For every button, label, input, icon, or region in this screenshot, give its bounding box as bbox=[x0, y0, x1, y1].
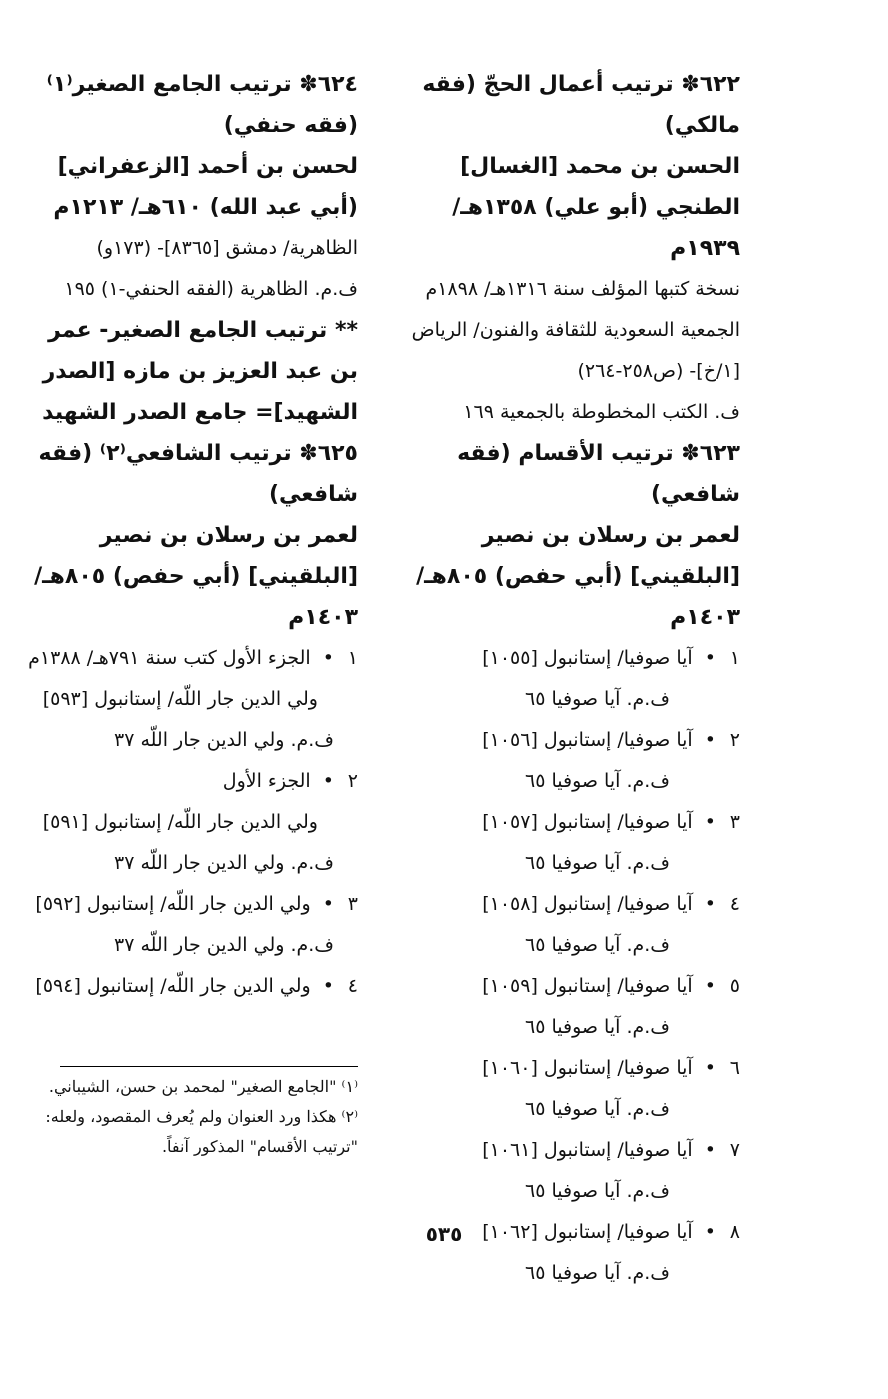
entry-622-author: الحسن بن محمد [الغسال] الطنجي (أبو علي) ١٣٥٨هـ/ ١٩٣٩م bbox=[452, 154, 740, 261]
bullet-icon: • bbox=[704, 1139, 716, 1161]
item-text: آيا صوفيا/ إستانبول [١٠٦١] bbox=[482, 1139, 693, 1161]
bullet-icon: • bbox=[704, 729, 716, 751]
entry-622-heading: ٦٢٢✽ ترتيب أعمال الحجّ (فقه مالكي) bbox=[422, 72, 740, 138]
item-ref: ف.م. آيا صوفيا ٦٥ bbox=[525, 852, 670, 874]
item-ref: ف.م. ولي الدين جار اللّه ٣٧ bbox=[113, 729, 334, 751]
item-number: ٣ bbox=[729, 811, 740, 833]
item-number: ٥ bbox=[729, 975, 740, 997]
entry-623-heading: ٦٢٣✽ ترتيب الأقسام (فقه شافعي) bbox=[457, 441, 740, 507]
item-ref: ف.م. آيا صوفيا ٦٥ bbox=[525, 1180, 670, 1202]
bullet-icon: • bbox=[704, 1221, 716, 1243]
item-text: آيا صوفيا/ إستانبول [١٠٥٩] bbox=[482, 975, 693, 997]
left-column bbox=[23, 64, 358, 1007]
item-ref: ف.م. آيا صوفيا ٦٥ bbox=[525, 688, 670, 710]
list-item bbox=[410, 966, 740, 1007]
list-item bbox=[410, 638, 740, 679]
item-ref: ف.م. ولي الدين جار اللّه ٣٧ bbox=[113, 852, 334, 874]
item-text: آيا صوفيا/ إستانبول [١٠٥٥] bbox=[482, 647, 693, 669]
entry-625-author: لعمر بن رسلان بن نصير [البلقيني] (أبي حفص) ٨٠٥هـ/ ١٤٠٣م bbox=[34, 523, 358, 630]
entry-624-author: لحسن بن أحمد [الزعفراني] (أبي عبد الله) ٦١٠هـ/ ١٢١٣م bbox=[53, 154, 358, 220]
footnote-2: ⁽٢⁾ هكذا ورد العنوان ولم يُعرف المقصود، ولعله: "ترتيب الأقسام" المذكور آنفاً. bbox=[45, 1107, 358, 1156]
item-number: ١ bbox=[347, 647, 358, 669]
item-text: آيا صوفيا/ إستانبول [١٠٥٦] bbox=[482, 729, 693, 751]
list-item bbox=[23, 638, 358, 679]
list-item bbox=[410, 884, 740, 925]
item-text: آيا صوفيا/ إستانبول [١٠٦٢] bbox=[482, 1221, 693, 1243]
footnotes bbox=[18, 1072, 358, 1162]
list-item bbox=[23, 884, 358, 925]
entry-624-heading: ٦٢٤✽ ترتيب الجامع الصغير⁽١⁾ (فقه حنفي) bbox=[46, 72, 358, 138]
entry-622-note: نسخة كتبها المؤلف سنة ١٣١٦هـ/ ١٨٩٨م bbox=[425, 278, 740, 300]
entry-624-library: الظاهرية/ دمشق [٨٣٦٥]- (١٧٣و) bbox=[96, 237, 358, 259]
bullet-icon: • bbox=[322, 975, 334, 997]
item-ref: ف.م. آيا صوفيا ٦٥ bbox=[525, 1016, 670, 1038]
item-number: ٣ bbox=[347, 893, 358, 915]
item-ref: ف.م. ولي الدين جار اللّه ٣٧ bbox=[113, 934, 334, 956]
entry-624-ref: ف.م. الظاهرية (الفقه الحنفي-١) ١٩٥ bbox=[64, 278, 358, 300]
item-text: آيا صوفيا/ إستانبول [١٠٦٠] bbox=[482, 1057, 693, 1079]
item-number: ٤ bbox=[729, 893, 740, 915]
list-item bbox=[23, 966, 358, 1007]
list-item bbox=[410, 1130, 740, 1171]
right-column bbox=[410, 64, 740, 1294]
bullet-icon: • bbox=[322, 893, 334, 915]
item-ref: ف.م. آيا صوفيا ٦٥ bbox=[525, 934, 670, 956]
item-ref: ف.م. آيا صوفيا ٦٥ bbox=[525, 770, 670, 792]
item-number: ٢ bbox=[729, 729, 740, 751]
item-number: ٤ bbox=[347, 975, 358, 997]
item-text: آيا صوفيا/ إستانبول [١٠٥٧] bbox=[482, 811, 693, 833]
item-text: الجزء الأول كتب سنة ٧٩١هـ/ ١٣٨٨م bbox=[28, 647, 311, 669]
item-text: آيا صوفيا/ إستانبول [١٠٥٨] bbox=[482, 893, 693, 915]
entry-623-author: لعمر بن رسلان بن نصير [البلقيني] (أبي حفص) ٨٠٥هـ/ ١٤٠٣م bbox=[416, 523, 740, 630]
item-number: ٧ bbox=[729, 1139, 740, 1161]
item-number: ٢ bbox=[347, 770, 358, 792]
bullet-icon: • bbox=[322, 770, 334, 792]
entry-622-library: الجمعية السعودية للثقافة والفنون/ الرياض [١/خ]- (ص٢٥٨-٢٦٤) bbox=[411, 319, 740, 382]
item-number: ١ bbox=[729, 647, 740, 669]
item-text: الجزء الأول bbox=[222, 770, 311, 792]
bullet-icon: • bbox=[704, 1057, 716, 1079]
item-ref: ف.م. آيا صوفيا ٦٥ bbox=[525, 1262, 670, 1284]
item-library: ولي الدين جار اللّه/ إستانبول [٥٩١] bbox=[42, 811, 318, 833]
page-number: ٥٣٥ bbox=[425, 1222, 463, 1246]
list-item bbox=[410, 802, 740, 843]
item-number: ٦ bbox=[729, 1057, 740, 1079]
list-item bbox=[410, 1048, 740, 1089]
footnote-divider bbox=[60, 1066, 358, 1067]
bullet-icon: • bbox=[322, 647, 334, 669]
list-item bbox=[410, 720, 740, 761]
item-text: ولي الدين جار اللّه/ إستانبول [٥٩٢] bbox=[35, 893, 311, 915]
list-item bbox=[23, 761, 358, 802]
item-number: ٨ bbox=[729, 1221, 740, 1243]
item-ref: ف.م. آيا صوفيا ٦٥ bbox=[525, 1098, 670, 1120]
item-text: ولي الدين جار اللّه/ إستانبول [٥٩٤] bbox=[35, 975, 311, 997]
bullet-icon: • bbox=[704, 811, 716, 833]
entry-622-ref: ف. الكتب المخطوطة بالجمعية ١٦٩ bbox=[463, 401, 740, 423]
entry-625-heading: ٦٢٥✽ ترتيب الشافعي⁽٢⁾ (فقه شافعي) bbox=[38, 441, 358, 507]
cross-reference: ** ترتيب الجامع الصغير- عمر بن عبد العزيز بن مازه [الصدر الشهيد]= جامع الصدر الشهيد bbox=[42, 318, 358, 425]
bullet-icon: • bbox=[704, 893, 716, 915]
footnote-1: ⁽١⁾ "الجامع الصغير" لمحمد بن حسن، الشيباني. bbox=[48, 1077, 358, 1096]
bullet-icon: • bbox=[704, 647, 716, 669]
bullet-icon: • bbox=[704, 975, 716, 997]
item-library: ولي الدين جار اللّه/ إستانبول [٥٩٣] bbox=[42, 688, 318, 710]
